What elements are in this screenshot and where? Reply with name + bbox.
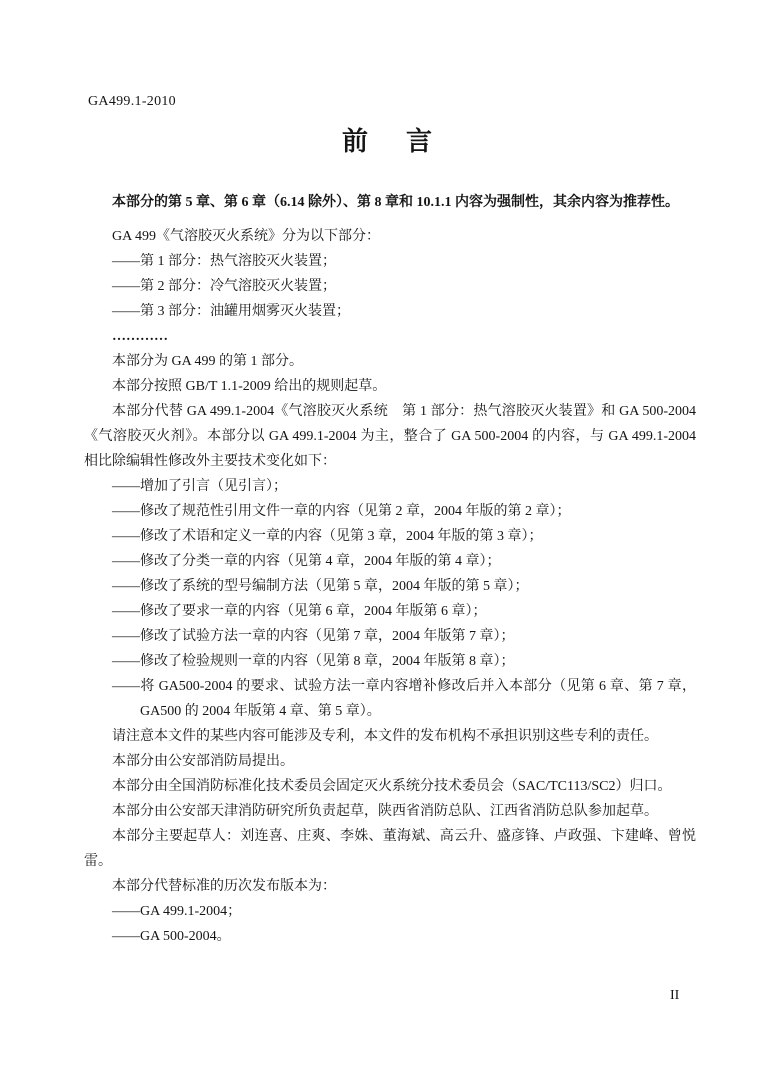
- paragraph: ——修改了检验规则一章的内容（见第 8 章，2004 年版第 8 章）；: [112, 654, 515, 669]
- paragraph: ——将 GA500-2004 的要求、试验方法一章内容增补修改后并入本部分（见第 6 章、第 7 章，GA500 的 2004 年版第 4 章、第 5 章）。: [112, 679, 696, 719]
- paragraph: …………: [112, 329, 168, 344]
- page-number: II: [670, 988, 680, 1003]
- paragraph: ——第 2 部分：冷气溶胶灭火装置；: [112, 279, 336, 294]
- paragraph: ——修改了试验方法一章的内容（见第 7 章，2004 年版第 7 章）；: [112, 629, 515, 644]
- paragraph: 本部分为 GA 499 的第 1 部分。: [112, 354, 303, 369]
- paragraph: GA 499《气溶胶灭火系统》分为以下部分：: [112, 229, 380, 244]
- paragraph: 本部分代替 GA 499.1-2004《气溶胶灭火系统 第 1 部分：热气溶胶灭火装置》和 GA 500-2004《气溶胶灭火剂》。本部分以 GA 499.1-2004 为主，整合了 GA 500-2004 的内容，与 GA 499.1-2004 相比除编辑性修改外主要技术变化如下：: [84, 404, 696, 469]
- paragraph: ——修改了规范性引用文件一章的内容（见第 2 章，2004 年版的第 2 章）；: [112, 504, 571, 519]
- paragraph: 本部分主要起草人：刘连喜、庄爽、李姝、董海斌、高云升、盛彦锋、卢政强、卞建峰、曾悦雷。: [84, 829, 696, 869]
- paragraph: 本部分由全国消防标准化技术委员会固定灭火系统分技术委员会（SAC/TC113/SC2）归口。: [112, 779, 672, 794]
- paragraph: ——修改了系统的型号编制方法（见第 5 章，2004 年版的第 5 章）；: [112, 579, 529, 594]
- paragraph: ——GA 500-2004。: [112, 929, 231, 944]
- paragraph: ——修改了分类一章的内容（见第 4 章，2004 年版的第 4 章）；: [112, 554, 501, 569]
- document-body: [84, 190, 696, 949]
- paragraph: 本部分的第 5 章、第 6 章（6.14 除外）、第 8 章和 10.1.1 内容为强制性，其余内容为推荐性。: [112, 195, 679, 210]
- paragraph: ——GA 499.1-2004；: [112, 904, 242, 919]
- paragraph: 本部分由公安部消防局提出。: [112, 754, 294, 769]
- paragraph: ——修改了要求一章的内容（见第 6 章，2004 年版第 6 章）；: [112, 604, 487, 619]
- page-title: 前 言: [341, 127, 438, 156]
- paragraph: 请注意本文件的某些内容可能涉及专利，本文件的发布机构不承担识别这些专利的责任。: [112, 729, 658, 744]
- standard-code: GA499.1-2010: [88, 94, 176, 109]
- paragraph: 本部分代替标准的历次发布版本为：: [112, 879, 336, 894]
- paragraph: 本部分按照 GB/T 1.1-2009 给出的规则起草。: [112, 379, 387, 394]
- paragraph: 本部分由公安部天津消防研究所负责起草，陕西省消防总队、江西省消防总队参加起草。: [112, 804, 658, 819]
- paragraph: ——修改了术语和定义一章的内容（见第 3 章，2004 年版的第 3 章）；: [112, 529, 543, 544]
- paragraph: ——第 3 部分：油罐用烟雾灭火装置；: [112, 304, 350, 319]
- paragraph: ——增加了引言（见引言）；: [112, 479, 287, 494]
- paragraph: ——第 1 部分：热气溶胶灭火装置；: [112, 254, 336, 269]
